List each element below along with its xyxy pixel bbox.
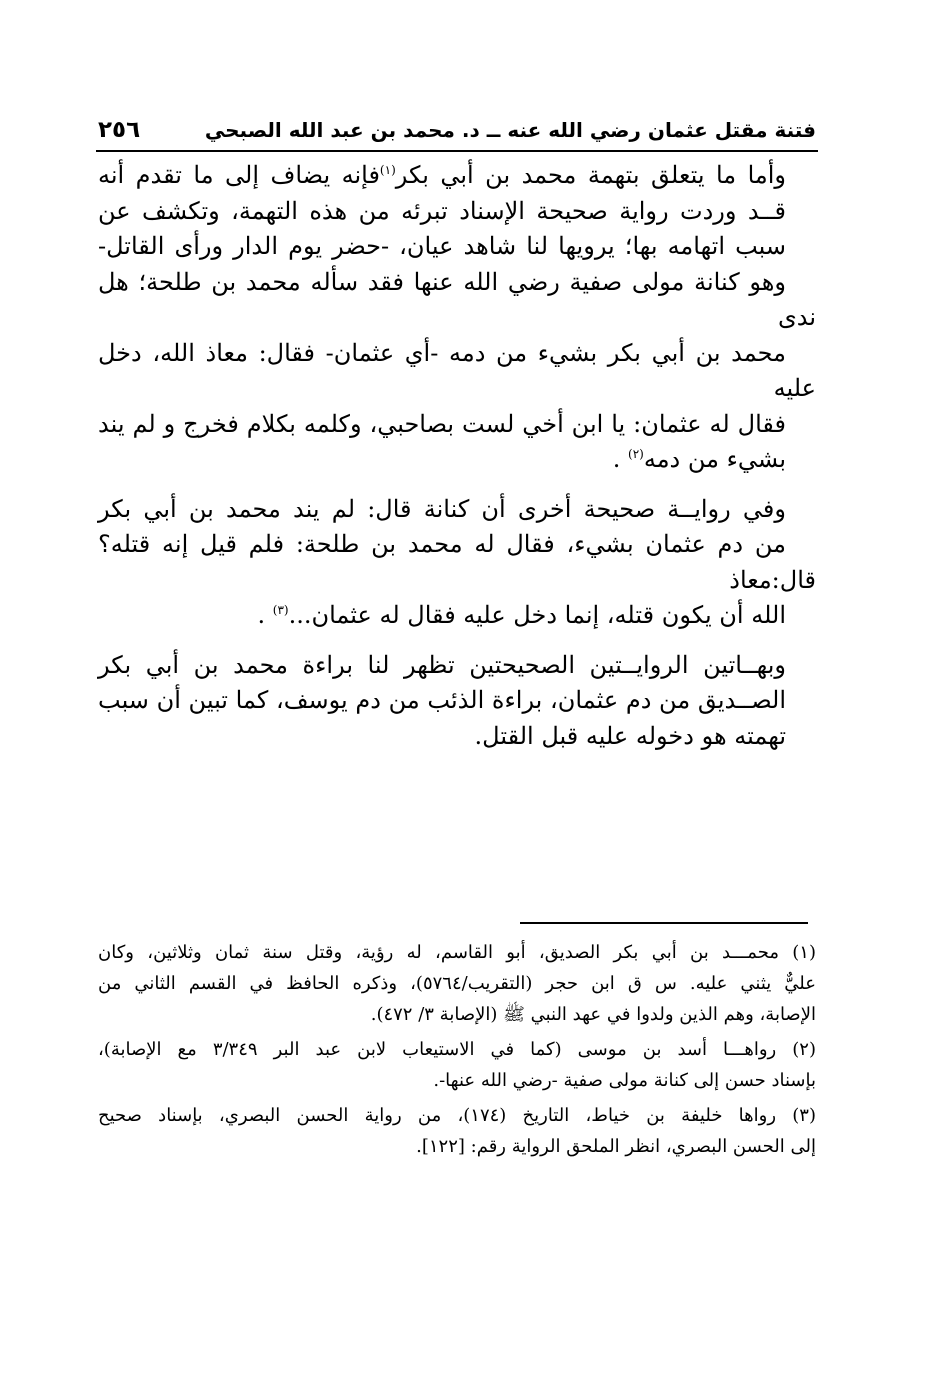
footnote-line: عليٌّ يثني عليه. س ق ابن حجر (التقريب/٥٧٦٤)، وذكره الحافظ في القسم الثاني من [98,972,816,994]
footnote-ref-1[interactable]: (١) [379,163,396,177]
text-line: الصــديق من دم عثمان، براءة الذئب من دم يوسف، كما تبين أن سبب [98,686,786,715]
footnote-line: إلى الحسن البصري، انظر الملحق الرواية رقم: [١٢٢]. [416,1135,816,1157]
header-title: فتنة مقتل عثمان رضي الله عنه ــ د. محمد بن عبد الله الصبحي [204,118,816,142]
text-line: محمد بن أبي بكر بشيء من دمه -أي عثمان- فقال: معاذ الله، دخل عليه [98,338,816,403]
footnote-line: الإصابة، وهم الذين ولدوا في عهد النبي ﷺ (الإصابة ٣/ ٤٧٢). [370,1003,816,1025]
text-line: من دم عثمان بشيء، فقال له محمد بن طلحة: فلم قيل إنه قتله؟ قال:معاذ [98,530,816,594]
text-line: وبهــاتين الروايــتين الصحيحتين تظهر لنا براءة محمد بن أبي بكر [98,650,786,679]
footnote-1 [98,938,816,1031]
text-line [98,442,816,478]
text-segment: فإنه يضاف إلى ما تقدم أنه [98,161,380,189]
paragraph-2 [98,492,816,634]
text-line: قــد وردت رواية صحيحة الإسناد تبرئه من هذه التهمة، وتكشف عن [98,196,786,225]
text-line: فقال له عثمان: يا ابن أخي لست بصاحبي، وكلمه بكلام فخرج و لم يند [98,409,786,438]
footnote-line: (١) محمـــد بن أبي بكر الصديق، أبو القاسم، له رؤية، وقتل سنة ثمان وثلاثين، وكان [98,942,816,963]
header-rule [96,150,818,152]
footnote-line: (٢) رواهـــا أسد بن موسى (كما في الاستيعاب لابن عبد البر ٣/٣٤٩ مع الإصابة)، [98,1038,816,1060]
text-segment: الله أن يكون قتله، إنما دخل عليه فقال له عثمان... [288,601,786,630]
footnote-separator [520,922,808,924]
text-segment: . [612,445,621,474]
text-segment: . [257,601,266,630]
text-segment: بشيء من دمه [643,445,786,474]
text-line [98,598,816,634]
paragraph-3 [98,648,816,755]
footnote-ref-3[interactable]: (٣) [272,603,289,618]
footnotes [98,938,816,1167]
main-text [98,158,816,768]
text-line [98,158,816,194]
text-line: تهمته هو دخوله عليه قبل القتل. [474,721,786,750]
text-line: وهو كنانة مولى صفية رضي الله عنها فقد سأله محمد بن طلحة؛ هل ندى [98,267,816,332]
footnote-line: (٣) رواها خليفة بن خياط، التاريخ (١٧٤)، من رواية الحسن البصري، بإسناد صحيح [98,1104,816,1126]
footnote-2 [98,1035,816,1097]
text-line: سبب اتهامه بها؛ يرويها لنا شاهد عيان، -حضر يوم الدار ورأى القاتل- [98,232,786,261]
footnote-line: بإسناد حسن إلى كنانة مولى صفية -رضي الله عنها-. [433,1069,816,1091]
page-number: ٢٥٦ [98,117,141,143]
footnote-3 [98,1101,816,1163]
text-segment: وأما ما يتعلق بتهمة محمد بن أبي بكر [395,161,786,189]
paragraph-1 [98,158,816,478]
text-line: وفي روايــة صحيحة أخرى أن كنانة قال: لم يند محمد بن أبي بكر [98,494,786,523]
running-header [98,112,816,148]
footnote-ref-2[interactable]: (٢) [628,447,644,462]
